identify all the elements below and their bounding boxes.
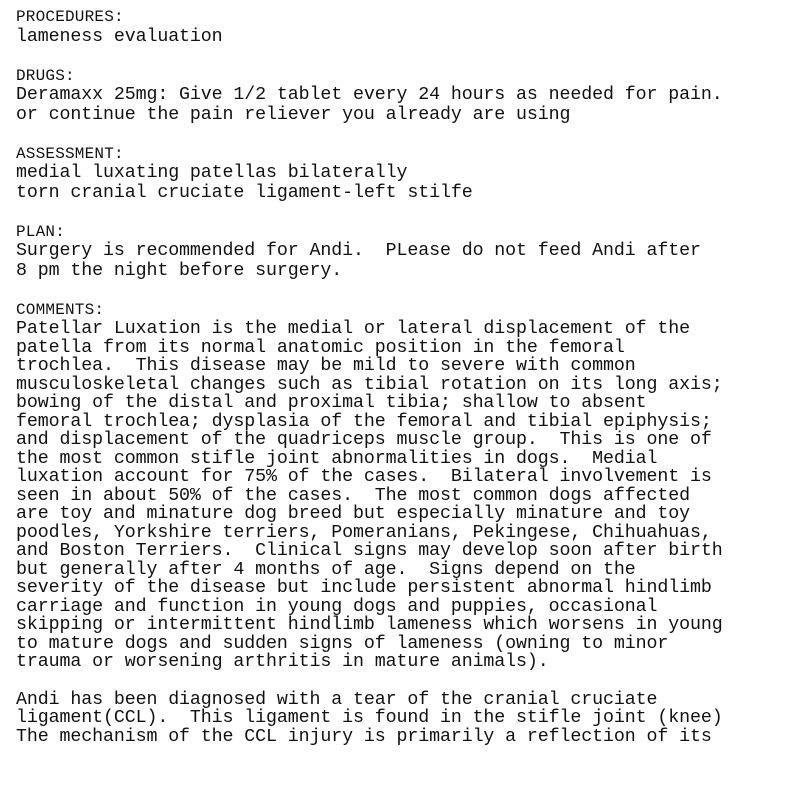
plan-heading: PLAN: bbox=[16, 222, 66, 241]
comments-line: carriage and function in young dogs and puppies, occasional bbox=[16, 596, 658, 617]
comments-section bbox=[16, 301, 806, 747]
assessment-section bbox=[16, 145, 806, 204]
plan-line: Surgery is recommended for Andi. PLease do not feed Andi after bbox=[16, 241, 701, 261]
comments-line: skipping or intermittent hindlimb lameness which worsens in young bbox=[16, 615, 723, 635]
comments-heading: COMMENTS: bbox=[16, 300, 105, 319]
procedures-line: lameness evaluation bbox=[16, 26, 223, 47]
comments-line: seen in about 50% of the cases. The most common dogs affected bbox=[16, 485, 690, 506]
comments-paragraph-2 bbox=[16, 691, 806, 747]
comments-line: trochlea. This disease may be mild to severe with common bbox=[16, 356, 636, 376]
comments-paragraph-1 bbox=[16, 320, 806, 672]
comments-line: the most common stifle joint abnormalities in dogs. Medial bbox=[16, 448, 658, 469]
comments-line: ligament(CCL). This ligament is found in the stifle joint (knee) bbox=[16, 708, 723, 728]
comments-line: to mature dogs and sudden signs of lameness (owning to minor bbox=[16, 633, 669, 654]
procedures-heading: PROCEDURES: bbox=[16, 8, 124, 26]
drugs-heading: DRUGS: bbox=[16, 66, 75, 85]
assessment-line: medial luxating patellas bilaterally bbox=[16, 163, 408, 183]
medical-record-page bbox=[16, 8, 806, 766]
comments-line: The mechanism of the CCL injury is primarily a reflection of its bbox=[16, 726, 712, 747]
plan-line: 8 pm the night before surgery. bbox=[16, 260, 343, 281]
comments-line: trauma or worsening arthritis in mature animals). bbox=[16, 652, 549, 672]
comments-line: Patellar Luxation is the medial or lateral displacement of the bbox=[16, 319, 690, 339]
drugs-line: Deramaxx 25mg: Give 1/2 tablet every 24 hours as needed for pain. bbox=[16, 85, 723, 105]
comments-line: are toy and minature dog breed but especially minature and toy bbox=[16, 504, 690, 524]
comments-line: patella from its normal anatomic position in the femoral bbox=[16, 337, 625, 358]
drugs-line: or continue the pain reliever you already are using bbox=[16, 104, 571, 125]
comments-line: musculoskeletal changes such as tibial rotation on its long axis; bbox=[16, 374, 723, 395]
assessment-line: torn cranial cruciate ligament-left stilfe bbox=[16, 182, 473, 203]
drugs-section bbox=[16, 67, 806, 126]
comments-line: Andi has been diagnosed with a tear of the cranial cruciate bbox=[16, 689, 658, 710]
comments-line: severity of the disease but include persistent abnormal hindlimb bbox=[16, 578, 712, 598]
comments-line: and Boston Terriers. Clinical signs may develop soon after birth bbox=[16, 541, 723, 561]
procedures-section bbox=[16, 8, 806, 47]
comments-line: femoral trochlea; dysplasia of the femoral and tibial epiphysis; bbox=[16, 411, 712, 432]
comments-line: poodles, Yorkshire terriers, Pomeranians, Pekingese, Chihuahuas, bbox=[16, 522, 712, 543]
comments-line: but generally after 4 months of age. Signs depend on the bbox=[16, 559, 636, 580]
comments-line: and displacement of the quadriceps muscle group. This is one of bbox=[16, 430, 712, 450]
comments-line: luxation account for 75% of the cases. Bilateral involvement is bbox=[16, 467, 712, 487]
assessment-heading: ASSESSMENT: bbox=[16, 144, 124, 163]
comments-line: bowing of the distal and proximal tibia; shallow to absent bbox=[16, 393, 647, 413]
plan-section bbox=[16, 223, 806, 282]
